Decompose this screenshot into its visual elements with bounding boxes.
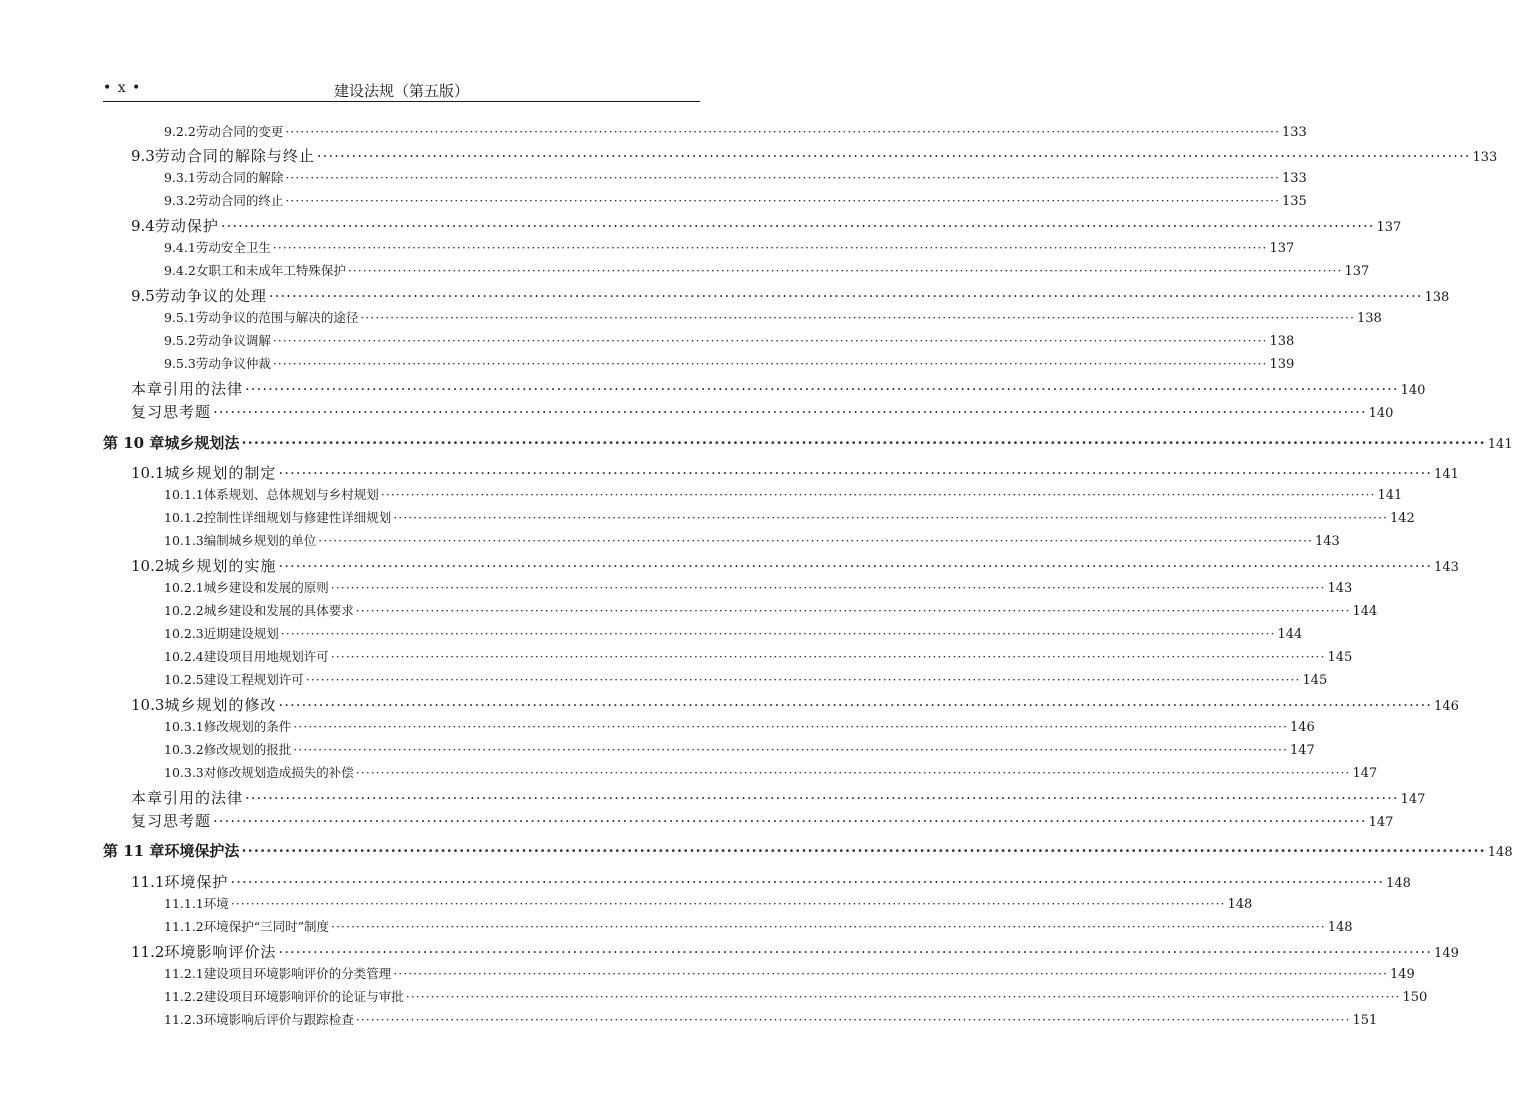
toc-entry-title: 城乡建设和发展的具体要求 xyxy=(203,603,354,618)
toc-entry-title: 体系规划、总体规划与乡村规划 xyxy=(203,487,379,502)
toc-entry[interactable] xyxy=(131,462,1459,483)
toc-entry-number: 10.2.2 xyxy=(164,603,204,618)
dot-leader: ········································································································································································································ xyxy=(318,533,1313,548)
toc-entry[interactable] xyxy=(164,168,1307,186)
toc-entry-number: 第 11 章 xyxy=(103,842,165,860)
toc-entry-number: 10.2.3 xyxy=(164,626,204,641)
dot-leader: ········································································································································································································ xyxy=(230,896,1226,911)
toc-entry-number: 9.4.1 xyxy=(164,240,196,255)
toc-entry-page: 143 xyxy=(1314,534,1340,549)
toc-entry-number: 11.2 xyxy=(131,943,165,961)
toc-entry-page: 138 xyxy=(1269,334,1295,349)
toc-entry-page: 133 xyxy=(1282,125,1307,140)
toc-entry-title: 本章引用的法律 xyxy=(131,380,244,398)
toc-entry-page: 147 xyxy=(1352,766,1378,781)
toc-entry-title: 控制性详细规划与修建性详细规划 xyxy=(203,510,392,525)
dot-leader: ········································································································································································································ xyxy=(245,380,1399,398)
toc-entry-page: 146 xyxy=(1289,720,1315,735)
toc-entry-title: 劳动安全卫生 xyxy=(195,240,271,255)
toc-entry-number: 10.2 xyxy=(131,557,165,575)
toc-entry-number: 第 10 章 xyxy=(103,434,165,452)
toc-entry-title: 劳动争议的范围与解决的途径 xyxy=(195,310,359,325)
dot-leader: ········································································································································································································ xyxy=(380,487,1376,502)
toc-entry-title: 劳动争议的处理 xyxy=(154,287,267,305)
toc-entry[interactable] xyxy=(131,378,1426,399)
toc-entry[interactable] xyxy=(164,670,1328,688)
toc-entry[interactable] xyxy=(164,485,1403,503)
toc-entry-page: 148 xyxy=(1386,876,1411,891)
toc-entry[interactable] xyxy=(164,531,1340,549)
dot-leader: ········································································································································································································ xyxy=(278,696,1433,714)
toc-entry-number: 9.3.2 xyxy=(164,193,196,208)
toc-entry[interactable] xyxy=(164,354,1295,372)
toc-entry-page: 144 xyxy=(1352,604,1378,619)
toc-entry[interactable] xyxy=(164,238,1295,256)
toc-entry-page: 143 xyxy=(1327,581,1353,596)
toc-entry-page: 148 xyxy=(1487,845,1513,860)
toc-entry-number: 9.3.1 xyxy=(164,170,196,185)
toc-entry[interactable] xyxy=(164,308,1382,326)
toc-entry[interactable] xyxy=(131,145,1498,166)
dot-leader: ········································································································································································································ xyxy=(278,464,1433,482)
dot-leader: ········································································································································································································ xyxy=(393,510,1388,525)
toc-entry-title: 环境影响后评价与跟踪检查 xyxy=(203,1012,354,1027)
toc-entry-page: 145 xyxy=(1327,650,1353,665)
dot-leader: ········································································································································································································ xyxy=(278,943,1433,961)
dot-leader: ········································································································································································································ xyxy=(355,603,1351,618)
toc-entry-page: 148 xyxy=(1227,897,1253,912)
toc-entry-title: 劳动争议仲裁 xyxy=(195,356,271,371)
toc-entry-number: 10.2.1 xyxy=(164,580,204,595)
dot-leader: ········································································································································································································ xyxy=(355,765,1351,780)
dot-leader: ········································································································································································································ xyxy=(230,873,1385,891)
dot-leader: ········································································································································································································ xyxy=(213,403,1367,421)
dot-leader: ········································································································································································································ xyxy=(405,989,1401,1004)
dot-leader: ········································································································································································································ xyxy=(213,812,1367,830)
toc-entry-page: 137 xyxy=(1269,241,1295,256)
toc-entry[interactable] xyxy=(164,578,1353,596)
toc-entry-number: 10.3 xyxy=(131,696,165,714)
dot-leader: ········································································································································································································ xyxy=(285,124,1281,139)
toc-entry-page: 141 xyxy=(1434,467,1459,482)
toc-entry-page: 140 xyxy=(1400,383,1426,398)
dot-leader: ········································································································································································································ xyxy=(278,557,1433,575)
toc-entry-page: 135 xyxy=(1282,194,1307,209)
toc-entry-title: 城乡规划的修改 xyxy=(164,696,277,714)
toc-entry[interactable] xyxy=(103,840,1513,861)
dot-leader: ········································································································································································································ xyxy=(220,217,1375,235)
toc-entry[interactable] xyxy=(164,763,1378,781)
dot-leader: ········································································································································································································ xyxy=(305,672,1301,687)
dot-leader: ········································································································································································································ xyxy=(241,842,1486,860)
toc-entry-number: 9.2.2 xyxy=(164,124,196,139)
toc-entry-title: 城乡规划的实施 xyxy=(164,557,277,575)
toc-entry[interactable] xyxy=(164,1010,1378,1028)
toc-entry-page: 149 xyxy=(1389,967,1415,982)
toc-entry[interactable] xyxy=(131,694,1459,715)
dot-leader: ········································································································································································································ xyxy=(331,919,1326,934)
toc-entry-title: 复习思考题 xyxy=(131,403,212,421)
dot-leader: ········································································································································································································ xyxy=(280,626,1276,641)
toc-entry-number: 9.4.2 xyxy=(164,263,196,278)
toc-entry-page: 137 xyxy=(1376,220,1402,235)
toc-entry-page: 147 xyxy=(1289,743,1315,758)
toc-entry-title: 城乡规划的制定 xyxy=(164,464,277,482)
toc-entry-number: 10.3.3 xyxy=(164,765,204,780)
toc-entry[interactable] xyxy=(164,894,1253,912)
dot-leader: ········································································································································································································ xyxy=(272,356,1268,371)
toc-entry[interactable] xyxy=(164,987,1428,1005)
toc-entry-page: 141 xyxy=(1377,488,1403,503)
toc-entry-page: 142 xyxy=(1389,511,1415,526)
dot-leader: ········································································································································································································ xyxy=(293,719,1288,734)
toc-entry[interactable] xyxy=(164,261,1370,279)
toc-entry-title: 城乡建设和发展的原则 xyxy=(203,580,329,595)
dot-leader: ········································································································································································································ xyxy=(293,742,1288,757)
toc-entry-page: 145 xyxy=(1302,673,1328,688)
toc-entry-page: 146 xyxy=(1434,699,1459,714)
toc-entry-page: 143 xyxy=(1434,560,1459,575)
toc-entry-title: 建设项目用地规划许可 xyxy=(203,649,329,664)
dot-leader: ········································································································································································································ xyxy=(330,649,1326,664)
toc-entry-title: 建设项目环境影响评价的论证与审批 xyxy=(203,989,404,1004)
toc-entry[interactable] xyxy=(131,401,1394,422)
toc-entry-title: 劳动争议调解 xyxy=(195,333,271,348)
toc-entry-title: 劳动保护 xyxy=(154,217,219,235)
running-title: 建设法规（第五版） xyxy=(333,82,469,100)
toc-entry-number: 11.1 xyxy=(131,873,165,891)
toc-entry-page: 133 xyxy=(1472,150,1498,165)
toc-entry[interactable] xyxy=(164,964,1415,982)
toc-entry-title: 建设工程规划许可 xyxy=(203,672,304,687)
toc-entry-page: 147 xyxy=(1368,815,1394,830)
toc-entry[interactable] xyxy=(131,555,1459,576)
dot-leader: ········································································································································································································ xyxy=(393,966,1388,981)
dot-leader: ········································································································································································································ xyxy=(347,263,1343,278)
toc-entry-title: 劳动合同的终止 xyxy=(195,193,284,208)
dot-leader: ········································································································································································································ xyxy=(316,147,1471,165)
dot-leader: ········································································································································································································ xyxy=(360,310,1356,325)
toc-entry-number: 10.2.5 xyxy=(164,672,204,687)
toc-entry-number: 10.1.2 xyxy=(164,510,204,525)
toc-entry-title: 环境保护法 xyxy=(164,842,240,860)
toc-entry-page: 140 xyxy=(1368,406,1394,421)
toc-entry-number: 10.1.1 xyxy=(164,487,204,502)
toc-entry-title: 城乡规划法 xyxy=(164,434,240,452)
toc-entry[interactable] xyxy=(164,917,1353,935)
toc-entry-title: 修改规划的报批 xyxy=(203,742,292,757)
toc-entry-page: 138 xyxy=(1357,311,1382,326)
toc-entry-page: 137 xyxy=(1344,264,1370,279)
toc-entry[interactable] xyxy=(131,787,1426,808)
toc-entry-page: 151 xyxy=(1352,1013,1378,1028)
toc-entry-page: 150 xyxy=(1402,990,1428,1005)
toc-entry-title: 环境保护 xyxy=(164,873,229,891)
toc-entry-number: 9.3 xyxy=(131,147,155,165)
toc-entry-title: 复习思考题 xyxy=(131,812,212,830)
toc-entry[interactable] xyxy=(164,331,1295,349)
toc-entry-number: 9.5 xyxy=(131,287,155,305)
dot-leader: ········································································································································································································ xyxy=(285,170,1281,185)
toc-entry-title: 女职工和未成年工特殊保护 xyxy=(195,263,346,278)
toc-entry-title: 对修改规划造成损失的补偿 xyxy=(203,765,354,780)
toc-entry-number: 11.1.1 xyxy=(164,896,204,911)
toc-entry-page: 138 xyxy=(1424,290,1450,305)
toc-entry-page: 147 xyxy=(1400,792,1426,807)
toc-entry-title: 劳动合同的解除 xyxy=(195,170,284,185)
toc-entry[interactable] xyxy=(164,740,1315,758)
page-header xyxy=(103,80,700,102)
toc-entry-number: 11.2.3 xyxy=(164,1012,204,1027)
toc-entry-number: 10.2.4 xyxy=(164,649,204,664)
toc-entry[interactable] xyxy=(164,647,1353,665)
toc-entry-number: 9.5.3 xyxy=(164,356,196,371)
toc-entry-number: 10.3.1 xyxy=(164,719,204,734)
dot-leader: ········································································································································································································ xyxy=(330,580,1326,595)
toc-entry-number: 10.1 xyxy=(131,464,165,482)
header-rule xyxy=(103,101,700,102)
toc-entry[interactable] xyxy=(131,285,1450,306)
toc-entry-title: 环境 xyxy=(203,896,229,911)
toc-entry[interactable] xyxy=(164,122,1307,140)
toc-entry-page: 133 xyxy=(1282,171,1307,186)
dot-leader: ········································································································································································································ xyxy=(272,240,1268,255)
toc-entry-title: 建设项目环境影响评价的分类管理 xyxy=(203,966,392,981)
toc-entry-number: 10.1.3 xyxy=(164,533,204,548)
toc-entry-number: 11.2.1 xyxy=(164,966,204,981)
toc-entry-number: 11.1.2 xyxy=(164,919,204,934)
toc-entry[interactable] xyxy=(164,717,1315,735)
toc-entry[interactable] xyxy=(131,941,1459,962)
toc-entry-title: 劳动合同的解除与终止 xyxy=(154,147,315,165)
toc-entry[interactable] xyxy=(131,810,1394,831)
dot-leader: ········································································································································································································ xyxy=(268,287,1423,305)
toc-entry[interactable] xyxy=(164,624,1303,642)
toc-entry[interactable] xyxy=(164,601,1378,619)
toc-entry-title: 编制城乡规划的单位 xyxy=(203,533,317,548)
toc-entry-page: 139 xyxy=(1269,357,1295,372)
toc-entry[interactable] xyxy=(131,215,1402,236)
toc-entry-title: 本章引用的法律 xyxy=(131,789,244,807)
toc-entry-title: 环境影响评价法 xyxy=(164,943,277,961)
toc-entry[interactable] xyxy=(103,432,1513,453)
page-number-mark: • x • xyxy=(103,80,142,96)
toc-entry-title: 环境保护“三同时”制度 xyxy=(203,919,330,934)
dot-leader: ········································································································································································································ xyxy=(355,1012,1351,1027)
toc-entry-page: 144 xyxy=(1277,627,1303,642)
toc-entry-number: 9.4 xyxy=(131,217,155,235)
toc-entry-title: 修改规划的条件 xyxy=(203,719,292,734)
dot-leader: ········································································································································································································ xyxy=(245,789,1399,807)
toc-entry-number: 9.5.2 xyxy=(164,333,196,348)
toc-entry[interactable] xyxy=(164,508,1415,526)
toc-entry-page: 148 xyxy=(1327,920,1353,935)
toc-entry-number: 9.5.1 xyxy=(164,310,196,325)
toc-entry-page: 149 xyxy=(1434,946,1459,961)
toc-entry-title: 近期建设规划 xyxy=(203,626,279,641)
dot-leader: ········································································································································································································ xyxy=(272,333,1268,348)
toc-entry[interactable] xyxy=(131,871,1411,892)
dot-leader: ········································································································································································································ xyxy=(285,193,1281,208)
toc-entry-title: 劳动合同的变更 xyxy=(195,124,284,139)
toc-entry-number: 11.2.2 xyxy=(164,989,204,1004)
dot-leader: ········································································································································································································ xyxy=(241,434,1486,452)
toc-entry-page: 141 xyxy=(1487,437,1513,452)
toc-entry-number: 10.3.2 xyxy=(164,742,204,757)
toc-entry[interactable] xyxy=(164,191,1307,209)
